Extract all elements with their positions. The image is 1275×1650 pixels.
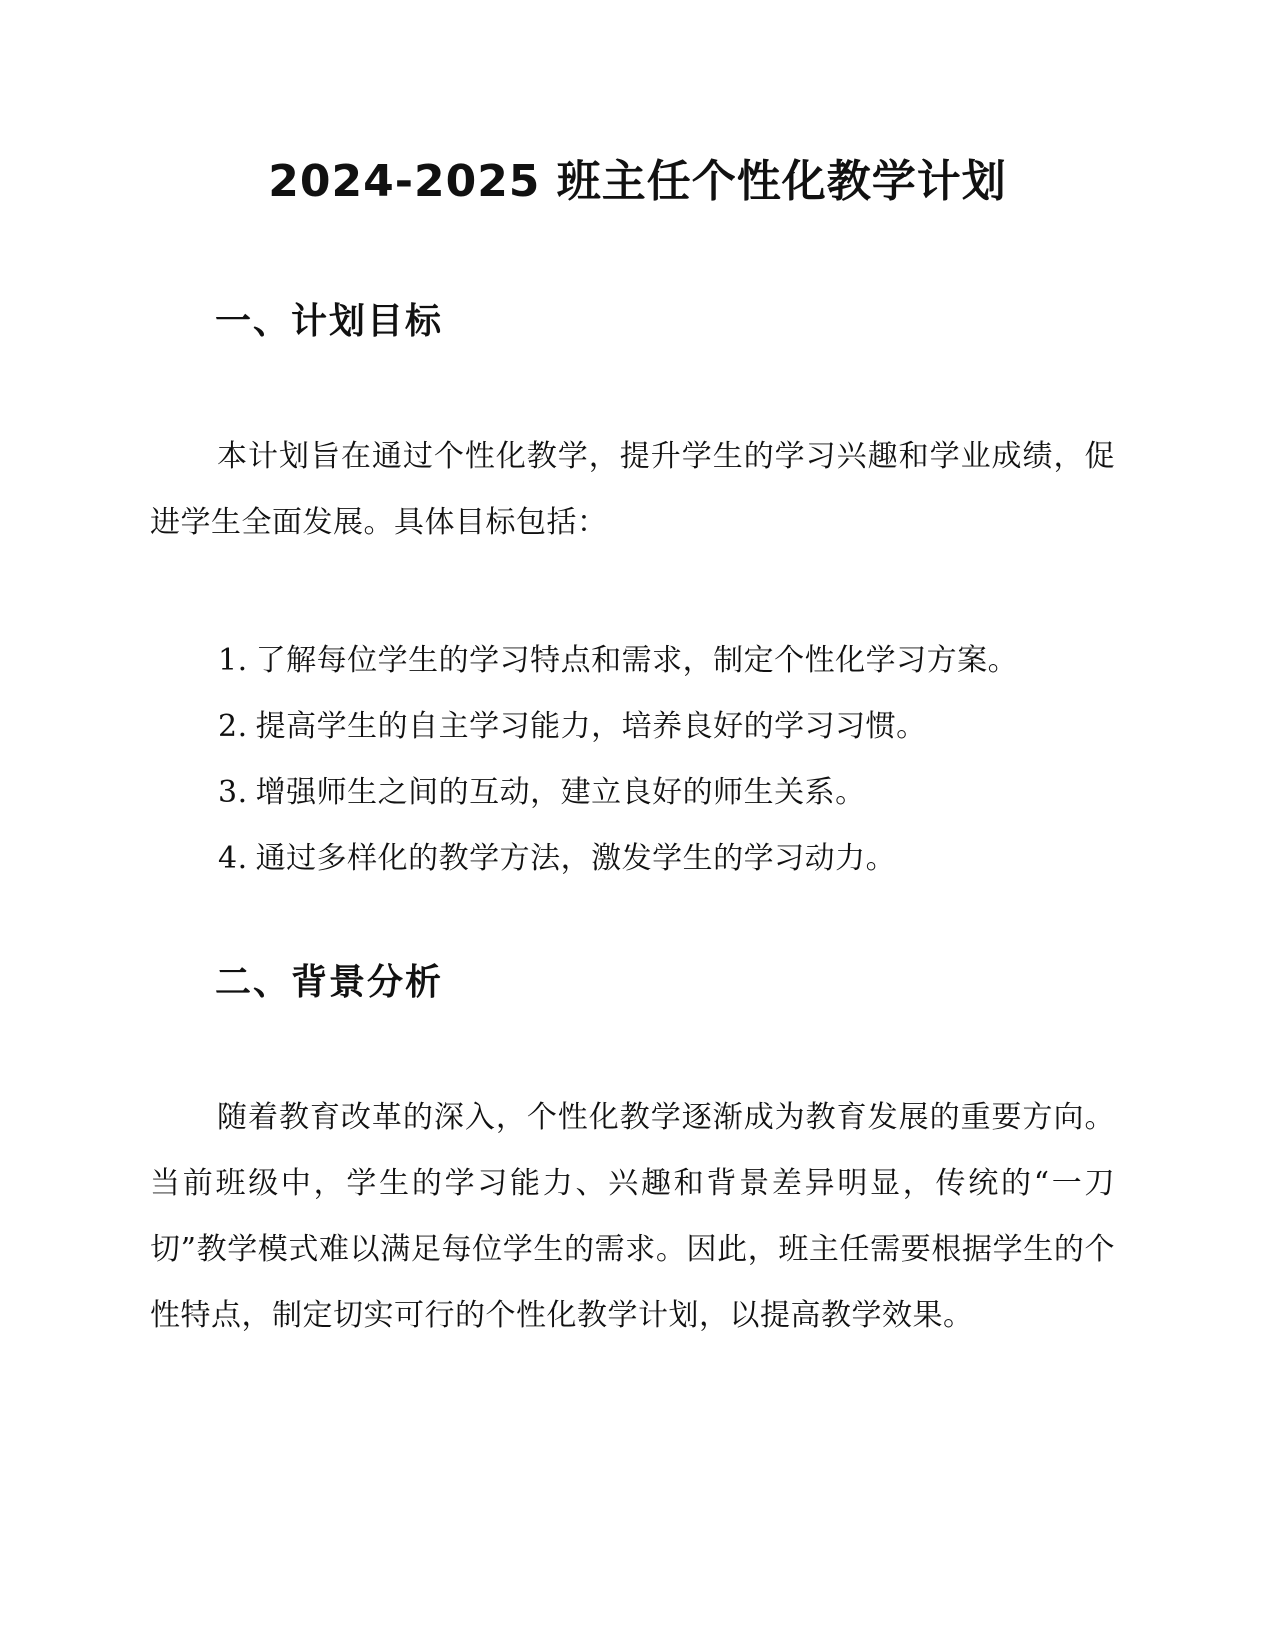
list-item-text: 增强师生之间的互动，建立良好的师生关系。 — [255, 775, 866, 810]
list-item — [218, 760, 1018, 826]
document-title: 2024-2025 班主任个性化教学计划 — [268, 156, 1007, 207]
list-item-number: 2. — [218, 709, 248, 744]
list-item — [218, 826, 1018, 892]
list-item-number: 4. — [218, 841, 248, 876]
background-paragraph: 随着教育改革的深入，个性化教学逐渐成为教育发展的重要方向。当前班级中，学生的学习能力、兴趣和背景差异明显，传统的“一刀切”教学模式难以满足每位学生的需求。因此，班主任需要根据学生的个性特点，制定切实可行的个性化教学计划，以提高教学效果。 — [150, 1100, 1115, 1333]
list-item — [218, 694, 1018, 760]
goals-paragraph: 本计划旨在通过个性化教学，提升学生的学习兴趣和学业成绩，促进学生全面发展。具体目标包括： — [150, 439, 1115, 540]
list-item-text: 了解每位学生的学习特点和需求，制定个性化学习方案。 — [255, 643, 1019, 678]
list-item-number: 1. — [218, 643, 248, 678]
list-item — [218, 628, 1018, 694]
goals-list — [218, 628, 1018, 892]
section-heading-background: 二、背景分析 — [215, 962, 444, 1003]
list-item-text: 通过多样化的教学方法，激发学生的学习动力。 — [255, 841, 897, 876]
list-item-text: 提高学生的自主学习能力，培养良好的学习习惯。 — [255, 709, 927, 744]
list-item-number: 3. — [218, 775, 248, 810]
section-heading-goals: 一、计划目标 — [215, 301, 444, 342]
